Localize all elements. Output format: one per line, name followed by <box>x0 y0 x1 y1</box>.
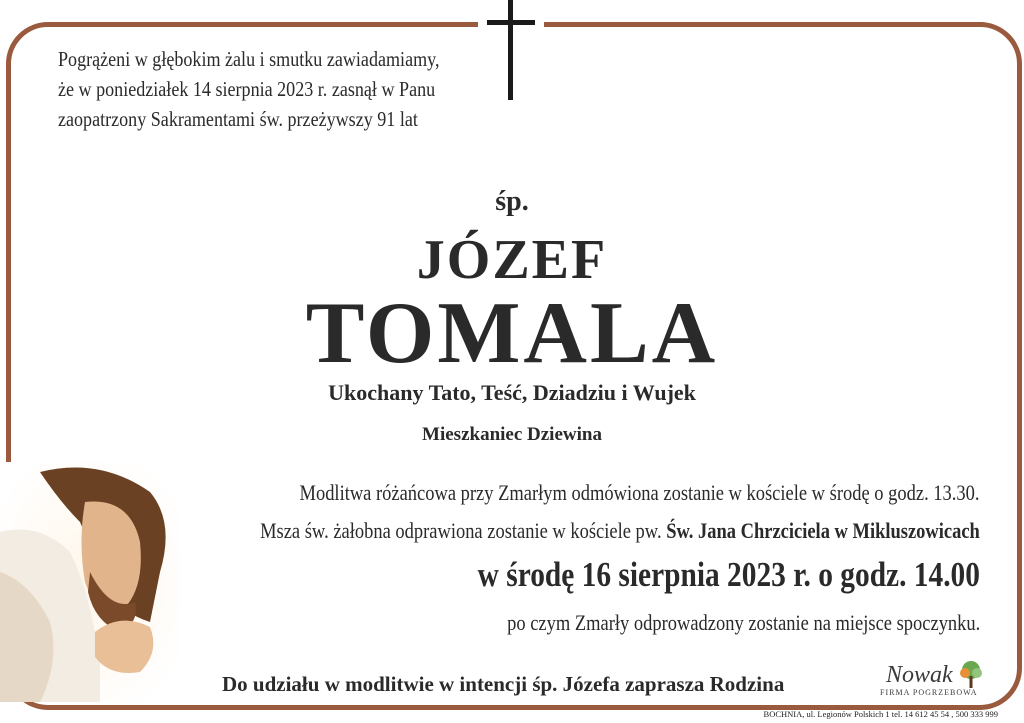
burial-line: po czym Zmarły odprowadzony zostanie na miejsce spoczynku. <box>506 610 980 635</box>
mass-date: w środę 16 sierpnia 2023 r. o godz. 14.00 <box>477 555 980 594</box>
cross-icon <box>508 0 513 100</box>
footer-contact: BOCHNIA, ul. Legionów Polskich 1 tel. 14 612 45 54 , 500 333 999 <box>763 709 998 719</box>
cross-icon-bar <box>487 20 535 25</box>
intro-line: Pogrążeni w głębokim żalu i smutku zawiadamiamy, <box>58 47 440 71</box>
logo-subtitle: FIRMA POGRZEBOWA <box>880 688 978 697</box>
mass-prefix: Msza św. żałobna odprawiona zostanie w kościele pw. <box>260 518 662 543</box>
logo-name: Nowak <box>886 662 953 688</box>
last-name: TOMALA <box>305 285 719 382</box>
first-name: JÓZEF <box>416 229 608 291</box>
tree-icon <box>956 660 986 690</box>
intro-line: zaopatrzony Sakramentami św. przeżywszy 91 lat <box>58 107 418 131</box>
intro-line: że w poniedziałek 14 sierpnia 2023 r. zasnął w Panu <box>58 77 436 101</box>
rosary-line: Modlitwa różańcowa przy Zmarłym odmówiona zostanie w kościele w środę o godz. 13.30. <box>300 480 980 505</box>
funeral-home-logo <box>876 660 988 704</box>
resident-line: Mieszkaniec Dziewina <box>422 424 602 445</box>
mass-church: Św. Jana Chrzciciela w Mikluszowicach <box>666 518 980 543</box>
intro-text <box>58 44 440 134</box>
mass-line <box>260 518 980 544</box>
praying-jesus-image <box>0 462 180 702</box>
relation-line: Ukochany Tato, Teść, Dziadziu i Wujek <box>328 380 696 405</box>
invitation-line: Do udziału w modlitwie w intencji śp. Józefa zaprasza Rodzina <box>222 672 785 696</box>
honorific: śp. <box>495 186 529 217</box>
